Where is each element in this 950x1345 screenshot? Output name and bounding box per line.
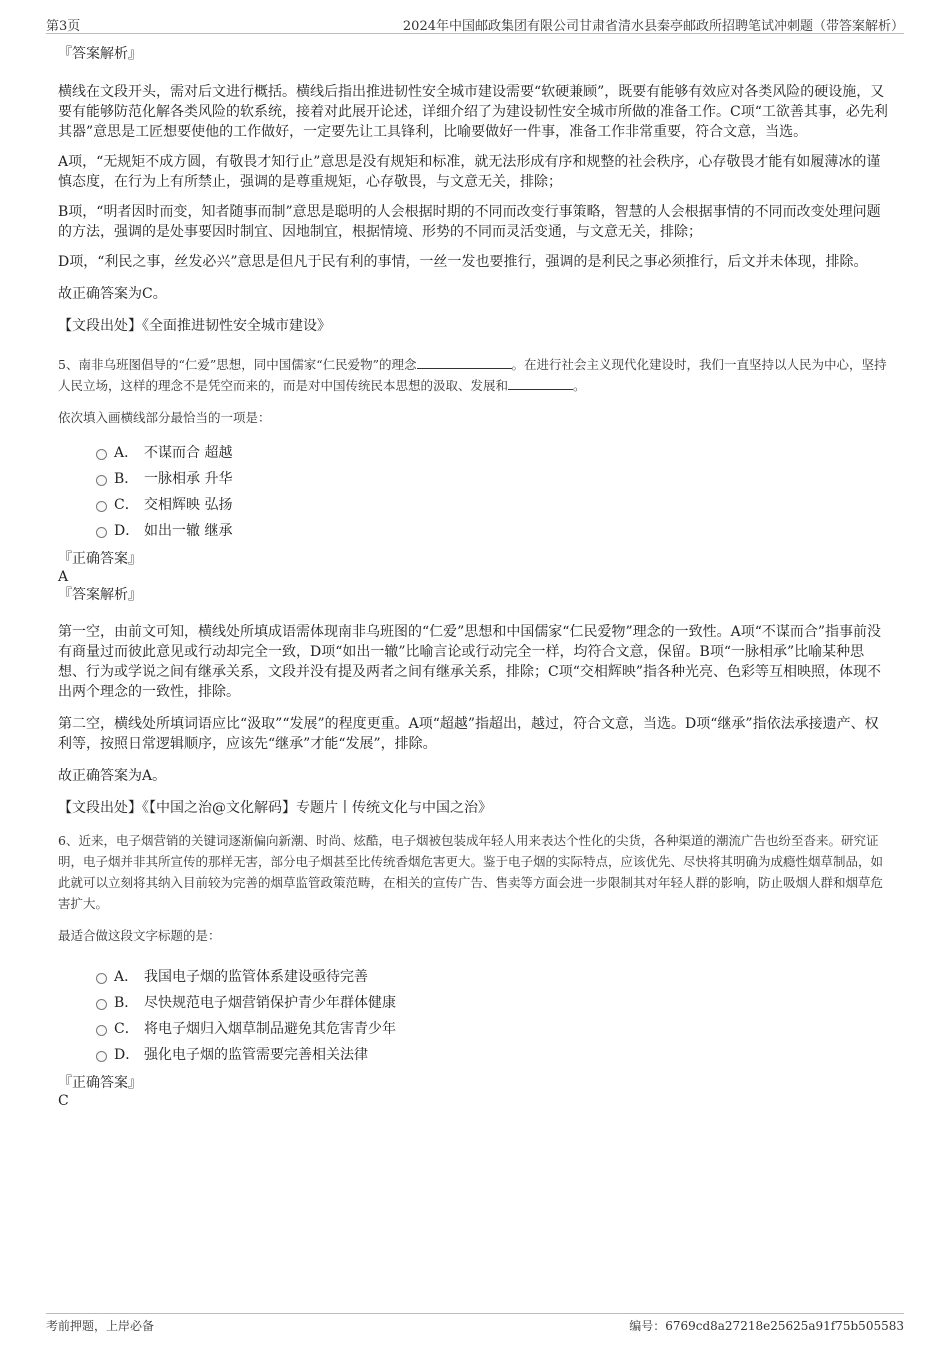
q4-analysis-p2: A项，“无规矩不成方圆，有敬畏才知行止”意思是没有规矩和标准，就无法形成有序和规整的社会秩序，心存敬畏才能有如履薄冰的谨慎态度，在行为上有所禁止，强调的是尊重规矩，心存敬畏，与文意无关，排除； [58,154,881,190]
q5-options [96,440,890,544]
q5-option-c[interactable]: C． 交相辉映 弘扬 [96,492,890,518]
q4-analysis-p4: D项，“利民之事，丝发必兴”意思是但凡于民有利的事情，一丝一发也要推行，强调的是利民之事必须推行，后文并未体现，排除。 [58,254,868,270]
footer-slogan: 考前押题，上岸必备 [46,1319,155,1333]
q5-analysis-label: 『答案解析』 [58,587,142,603]
page-header [46,13,904,34]
q5-correct-label: 『正确答案』 [58,551,142,567]
page-number: 第3页 [46,19,81,34]
blank-2 [508,377,573,390]
q5-correct-answer: A [58,569,69,585]
q5-stem: 5、南非乌班图倡导的“仁爱”思想，同中国儒家“仁民爱物”的理念 。在进行社会主义现代化建设时，我们一直坚持以人民为中心，坚持人民立场，这样的理念不是凭空而来的，而是对中国传统民本思想的汲取、发展和 。 [58,357,887,393]
radio-icon[interactable] [96,527,107,538]
q6-stem: 6、近来，电子烟营销的关键词逐渐偏向新潮、时尚、炫酷，电子烟被包装成年轻人用来表达个性化的尖货，各种渠道的潮流广告也纷至沓来。研究证明，电子烟并非其所宣传的那样无害，部分电子烟甚至比传统香烟危害更大。鉴于电子烟的实际特点，应该优先、尽快将其明确为成瘾性烟草制品，如此就可以立刻将其纳入目前较为完善的烟草监管政策范畴，在相关的宣传广告、售卖等方面会进一步限制其对年轻人群的影响，防止吸烟人群和烟草危害扩大。 [58,833,884,911]
blank-1 [417,356,512,369]
q5-option-d[interactable]: D． 如出一辙 继承 [96,518,890,544]
q5-analysis-p1: 第一空，由前文可知，横线处所填成语需体现南非乌班图的“仁爱”思想和中国儒家“仁民爱物”理念的一致性。A项“不谋而合”指事前没有商量过而彼此意见或行动却完全一致，D项“如出一辙”比喻言论或行动完全一样，均符合文意，保留。B项“一脉相承”比喻某种思想、行为或学说之间有继承关系，文段并没有提及两者之间有继承关系，排除；C项“交相辉映”指各种光亮、色彩等互相映照，体现不出两个理念的一致性，排除。 [58,624,882,700]
q4-analysis-label: 『答案解析』 [58,46,142,62]
radio-icon[interactable] [96,973,107,984]
q6-option-b[interactable]: B． 尽快规范电子烟营销保护青少年群体健康 [96,990,890,1016]
radio-icon[interactable] [96,501,107,512]
radio-icon[interactable] [96,475,107,486]
radio-icon[interactable] [96,449,107,460]
q6-option-c[interactable]: C． 将电子烟归入烟草制品避免其危害青少年 [96,1016,890,1042]
q5-analysis-p2: 第二空，横线处所填词语应比“汲取”“发展”的程度更重。A项“超越”指超出，越过，符合文意，当选。D项“继承”指依法承接遗产、权利等，按照日常逻辑顺序，应该先“继承”才能“发展”，排除。 [58,716,879,752]
q6-prompt: 最适合做这段文字标题的是： [58,928,221,943]
q5-conclusion: 故正确答案为A。 [58,768,167,784]
document-id: 编号：6769cd8a27218e25625a91f75b505583 [629,1319,904,1333]
document-title: 2024年中国邮政集团有限公司甘肃省清水县秦亭邮政所招聘笔试冲刺题（带答案解析） [402,19,904,34]
q5-prompt: 依次填入画横线部分最恰当的一项是： [58,410,271,425]
q4-analysis-p3: B项，“明者因时而变，知者随事而制”意思是聪明的人会根据时期的不同而改变行事策略，智慧的人会根据事情的不同而改变处理问题的方法，强调的是处事要因时制宜、因地制宜，根据情境、形势的不同而灵活变通，与文意无关，排除； [58,204,881,240]
page-content [58,44,890,1110]
page-footer [46,1313,904,1336]
q5-option-a[interactable]: A． 不谋而合 超越 [96,440,890,466]
q5-source: 【文段出处】《【中国之治@文化解码】专题片丨传统文化与中国之治》 [58,800,492,816]
q4-conclusion: 故正确答案为C。 [58,286,167,302]
q6-options [96,964,890,1068]
q6-correct-answer: C [58,1093,69,1109]
q4-analysis-p1: 横线在文段开头，需对后文进行概括。横线后指出推进韧性安全城市建设需要“软硬兼顾”，既要有能够有效应对各类风险的硬设施，又要有能够防范化解各类风险的软系统，接着对此展开论述，详细介绍了为建设韧性安全城市所做的准备工作。C项“工欲善其事，必先利其器”意思是工匠想要使他的工作做好，一定要先让工具锋利，比喻要做好一件事，准备工作非常重要，符合文意，当选。 [58,84,888,140]
q6-option-a[interactable]: A． 我国电子烟的监管体系建设亟待完善 [96,964,890,990]
q6-correct-label: 『正确答案』 [58,1075,142,1091]
radio-icon[interactable] [96,999,107,1010]
radio-icon[interactable] [96,1051,107,1062]
q5-option-b[interactable]: B． 一脉相承 升华 [96,466,890,492]
q6-option-d[interactable]: D． 强化电子烟的监管需要完善相关法律 [96,1042,890,1068]
q4-source: 【文段出处】《全面推进韧性安全城市建设》 [58,318,331,334]
radio-icon[interactable] [96,1025,107,1036]
